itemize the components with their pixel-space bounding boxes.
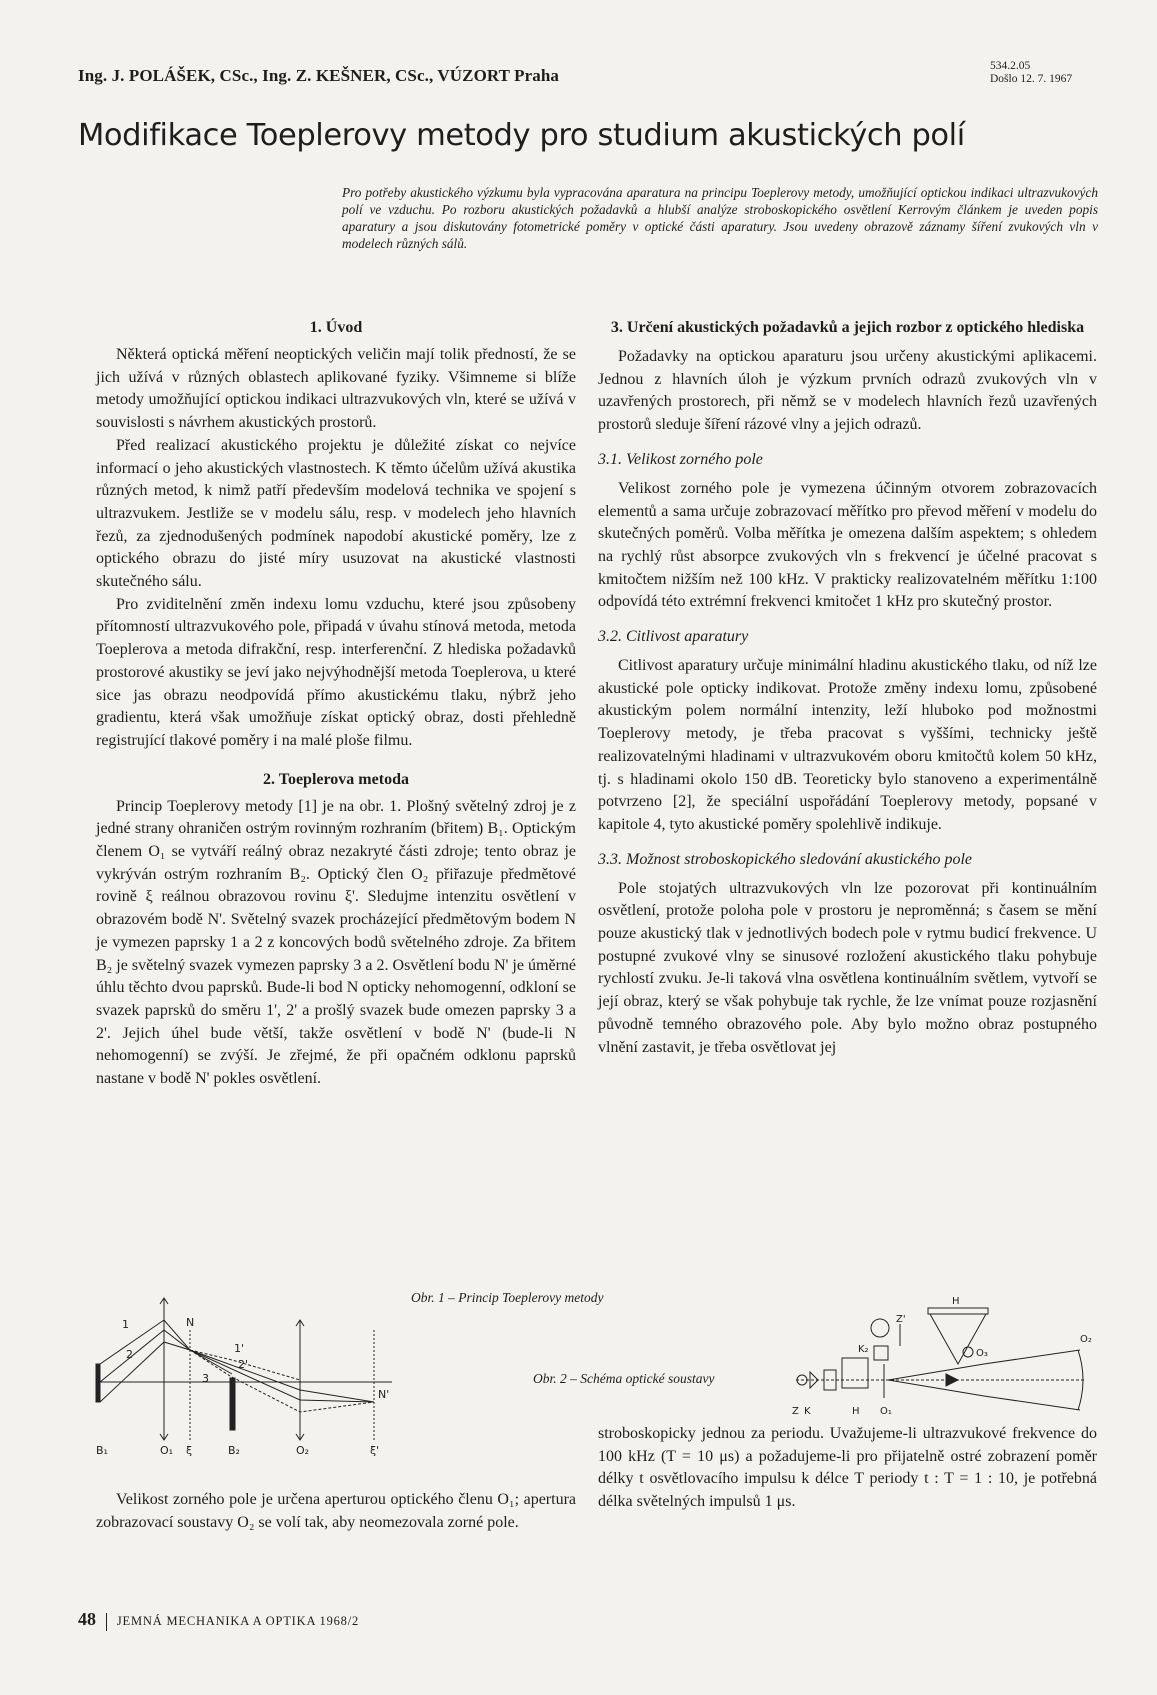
section-1-title: 1. Úvod bbox=[309, 319, 363, 336]
paragraph: Některá optická měření neoptických veličin mají tolik předností, že se jich užívá v různých oblastech aplikované fyziky. Všimneme si blíže metody umožňující optickou indikaci ultrazvukových vln, které se užívá v souvislosti s návrhem akustických prostorů. bbox=[96, 346, 576, 432]
paragraph: Citlivost aparatury určuje minimální hladinu akustického tlaku, od níž lze akustické pole opticky indikovat. Protože změny indexu lomu, způsobené akustickým polem normální intenzity, leží hluboko pod možnostmi Toeplerovy metody, je třeba pracovat s vyššími, technicky ještě realizovatelnými hladinami v ultrazvukovém oboru kmitočtů kolem 50 kHz, tj. s hladinami okolo 150 dB. Teoreticky bylo stanoveno a experimentálně potvrzeno [2], že speciální uspořádání Toeplerovy metody, popsané v kapitole 4, tyto akustické poměry spolehlivě indikuje. bbox=[598, 657, 1097, 833]
subsection-3-2-title: 3.2. Citlivost aparatury bbox=[598, 628, 749, 646]
label-z: Z bbox=[792, 1406, 799, 1417]
right-column bbox=[598, 317, 1097, 1059]
udc-code: 534.2.05 bbox=[990, 60, 1031, 72]
page-number: 48 bbox=[78, 1609, 96, 1629]
label-o2: O₂ bbox=[296, 1444, 310, 1457]
paragraph: Velikost zorného pole je určena aperturou optického členu O₁; apertura zobrazovací soustavy O₂ se volí tak, aby neomezovala zorné pole. bbox=[96, 1491, 576, 1531]
label-o1: O₁ bbox=[160, 1444, 174, 1457]
knife-edge-b2 bbox=[230, 1378, 235, 1430]
focus bbox=[946, 1374, 958, 1386]
journal-name: JEMNÁ MECHANIKA A OPTIKA 1968/2 bbox=[116, 1614, 360, 1628]
label-xi: ξ bbox=[186, 1444, 193, 1457]
label-o3: O₃ bbox=[976, 1348, 988, 1359]
authors-line: Ing. J. POLÁŠEK, CSc., Ing. Z. KEŠNER, CSc., VÚZORT Praha bbox=[78, 66, 560, 85]
figure-2-caption: Obr. 2 – Schéma optické soustavy bbox=[533, 1371, 715, 1386]
mirror-h bbox=[842, 1358, 868, 1388]
paragraph: Požadavky na optickou aparaturu jsou určeny akustickými aplikacemi. Jednou z hlavních úloh je výzkum prvních odrazů zvukových vln v uzavřených prostorech, při němž se v modelech hlavních řezů uzavřených prostorů sleduje šíření rázové vlny a jejich odrazů. bbox=[598, 348, 1097, 434]
left-column bbox=[96, 317, 576, 1091]
ray-label-3: 3 bbox=[202, 1372, 209, 1385]
paragraph: Před realizací akustického projektu je důležité získat co nejvíce informací o jeho akustických vlastnostech. K těmto účelům užívá akustika různých metod, k nimž patří především modelová technika ve spojení s ultrazvukem. Jestliže se v modelu sálu, resp. v modelech jeho hlavních řezů, za zjednodušených podmínek napodobí akustické poměry, lze z optického obrazu do jisté míry usuzovat na akustické vlastnosti skutečného sálu. bbox=[96, 436, 576, 591]
ray-label-1p: 1' bbox=[234, 1342, 245, 1355]
footer-divider bbox=[106, 1613, 107, 1631]
ray-3 bbox=[100, 1330, 374, 1402]
paragraph: Princip Toeplerovy metody [1] je na obr. 1. Plošný světelný zdroj je z jedné strany ohraničen ostrým rovinným rozhraním (břitem) B₁. Optickým členem O₁ se vytváří reálný obraz nezakryté části zdroje; tento obraz je vykrýván ostrým rozhraním B₂. Optický člen O₂ přiřazuje předmětové rovině ξ reálnou obrazovou rovinu ξ'. Sledujme intenzitu osvětlení v obrazovém bodě N'. Světelný svazek procházející předmětovým bodem N je vymezen paprsky 1 a 2 z koncových bodů světelného zdroje. Za břitem B₂ je světelný svazek vymezen paprsky 3 a 2. Osvětlení bodu N' je úměrné úhlu těchto dvou paprsků. Bude-li bod N opticky nehomogenní, odkloní se svazek paprsků do směru 1', 2' a prošlý svazek bude omezen paprsky 3 a 2'. Jejich úhel bude větší, takže osvětlení v bodě N' (bude-li N nehomogenní) se zvýší. Je zřejmé, že při opačném odklonu paprsků nastane v bodě N' pokles osvětlení. bbox=[96, 797, 576, 1088]
figure-2-diagram bbox=[788, 1294, 1114, 1426]
label-xi-prime: ξ' bbox=[370, 1444, 380, 1457]
element bbox=[824, 1370, 836, 1390]
subsection-3-3-title: 3.3. Možnost stroboskopického sledování akustického pole bbox=[598, 850, 972, 868]
left-after-figure bbox=[96, 1489, 576, 1534]
label-b1: B₁ bbox=[96, 1444, 108, 1457]
point-n: N bbox=[186, 1316, 195, 1329]
paragraph: stroboskopicky jednou za periodu. Uvažujeme-li ultrazvukové frekvence do 100 kHz (T = 10 μs) a požadujeme-li pro přijatelně ostré zobrazení poměr délky t osvětlovacího impulsu k délce T periody t : T = 1 : 10, je potřebná délka světelných impulsů 1 μs. bbox=[598, 1425, 1097, 1511]
ray-label-2p: 2' bbox=[238, 1358, 249, 1371]
figure-1-caption: Obr. 1 – Princip Toeplerovy metody bbox=[411, 1290, 604, 1305]
paragraph: Pro zviditelnění změn indexu lomu vzduchu, které jsou způsobeny přítomností ultrazvukového pole, připadá v úvahu stínová metoda, metoda Toeplerova a metoda difrakční, resp. interferenční. Z hlediska požadavků prostorové akustiky se jeví jako nejvýhodnější metoda Toeplerova, u které sice jas obrazu neodpovídá přímo akustickému tlaku, nýbrž jeho gradientu, která však umožňuje získat optický obraz, dosti přehledně registrující tlakové poměry i na malé ploše filmu. bbox=[96, 595, 576, 749]
label-o1: O₁ bbox=[880, 1406, 892, 1417]
model-h bbox=[928, 1308, 988, 1314]
source-z-prime bbox=[871, 1319, 889, 1337]
ray-2-deflected bbox=[190, 1350, 374, 1412]
label-z-prime: Z' bbox=[896, 1314, 906, 1325]
abstract: Pro potřeby akustického výzkumu byla vypracována aparatura na principu Toeplerovy metody, umožňující optickou indikaci ultrazvukových polí ve vzduchu. Po rozboru akustických požadavků a hlubší analýze stroboskopického osvětlení Kerrovým článkem je uveden popis aparatury a jsou diskutovány fotometrické poměry v optické části aparatury. Jsou uvedeny obrazově záznamy šíření zvukových vln v modelech různých sálů. bbox=[342, 185, 1098, 251]
label-h: H bbox=[852, 1406, 860, 1417]
article-title: Modifikace Toeplerovy metody pro studium akustických polí bbox=[78, 118, 965, 153]
label-h-top: H bbox=[952, 1296, 960, 1307]
paragraph: Pole stojatých ultrazvukových vln lze pozorovat při kontinuálním osvětlení, protože poloha pole v prostoru je neproměnná; s časem se mění pouze akustický tlak v jednotlivých bodech pole v rytmu budicí frekvence. U postupné zvukové vlny se sinusové rozložení akustického tlaku pohybuje rychlostí zvuku. Je-li taková vlna osvětlena kontinuálním světlem, vytvoří se její obraz, který se však pohybuje tak rychle, že lze vnímat pouze rozjasnění původně temného obrazového pole. Aby bylo možno obraz postupného vlnění zastavit, je třeba osvětlovat jej bbox=[598, 879, 1097, 1056]
knife-edge-b1 bbox=[96, 1364, 100, 1402]
ray bbox=[888, 1380, 1080, 1410]
label-k: K bbox=[804, 1406, 811, 1417]
page-footer bbox=[78, 1609, 359, 1631]
right-after-figure bbox=[598, 1423, 1097, 1514]
subsection-3-1-title: 3.1. Velikost zorného pole bbox=[598, 450, 763, 468]
section-3-title: 3. Určení akustických požadavků a jejich rozbor z optického hlediska bbox=[610, 319, 1085, 336]
section-2-title: 2. Toeplerova metoda bbox=[263, 770, 409, 788]
kerr-cell-k2 bbox=[874, 1346, 888, 1360]
header-meta bbox=[990, 60, 1072, 86]
paragraph: Velikost zorného pole je vymezena účinným otvorem zobrazovacích elementů a sama určuje zobrazovací měřítko pro převod měření v modelu do skutečných poměrů. Volba měřítka je omezena dalším aspektem; s ohledem na rychlý růst absorpce zvukových vln s frekvencí je účelné pracovat s kmitočtem nižším než 100 kHz. V prakticky realizovatelném měřítku 1:100 odpovídá této extrémní frekvenci kmitočet 1 kHz pro skutečný prostor. bbox=[598, 479, 1097, 611]
received-date: Došlo 12. 7. 1967 bbox=[990, 73, 1073, 85]
ray-label-1: 1 bbox=[122, 1318, 129, 1331]
label-k2: K₂ bbox=[858, 1344, 869, 1355]
label-o2: O₂ bbox=[1080, 1334, 1092, 1345]
figure-1-diagram bbox=[82, 1290, 412, 1460]
ray-2 bbox=[100, 1342, 232, 1402]
ray-label-2: 2 bbox=[126, 1348, 133, 1361]
label-b2: B₂ bbox=[228, 1444, 240, 1457]
ray-1 bbox=[100, 1320, 374, 1402]
point-n-prime: N' bbox=[378, 1388, 390, 1401]
